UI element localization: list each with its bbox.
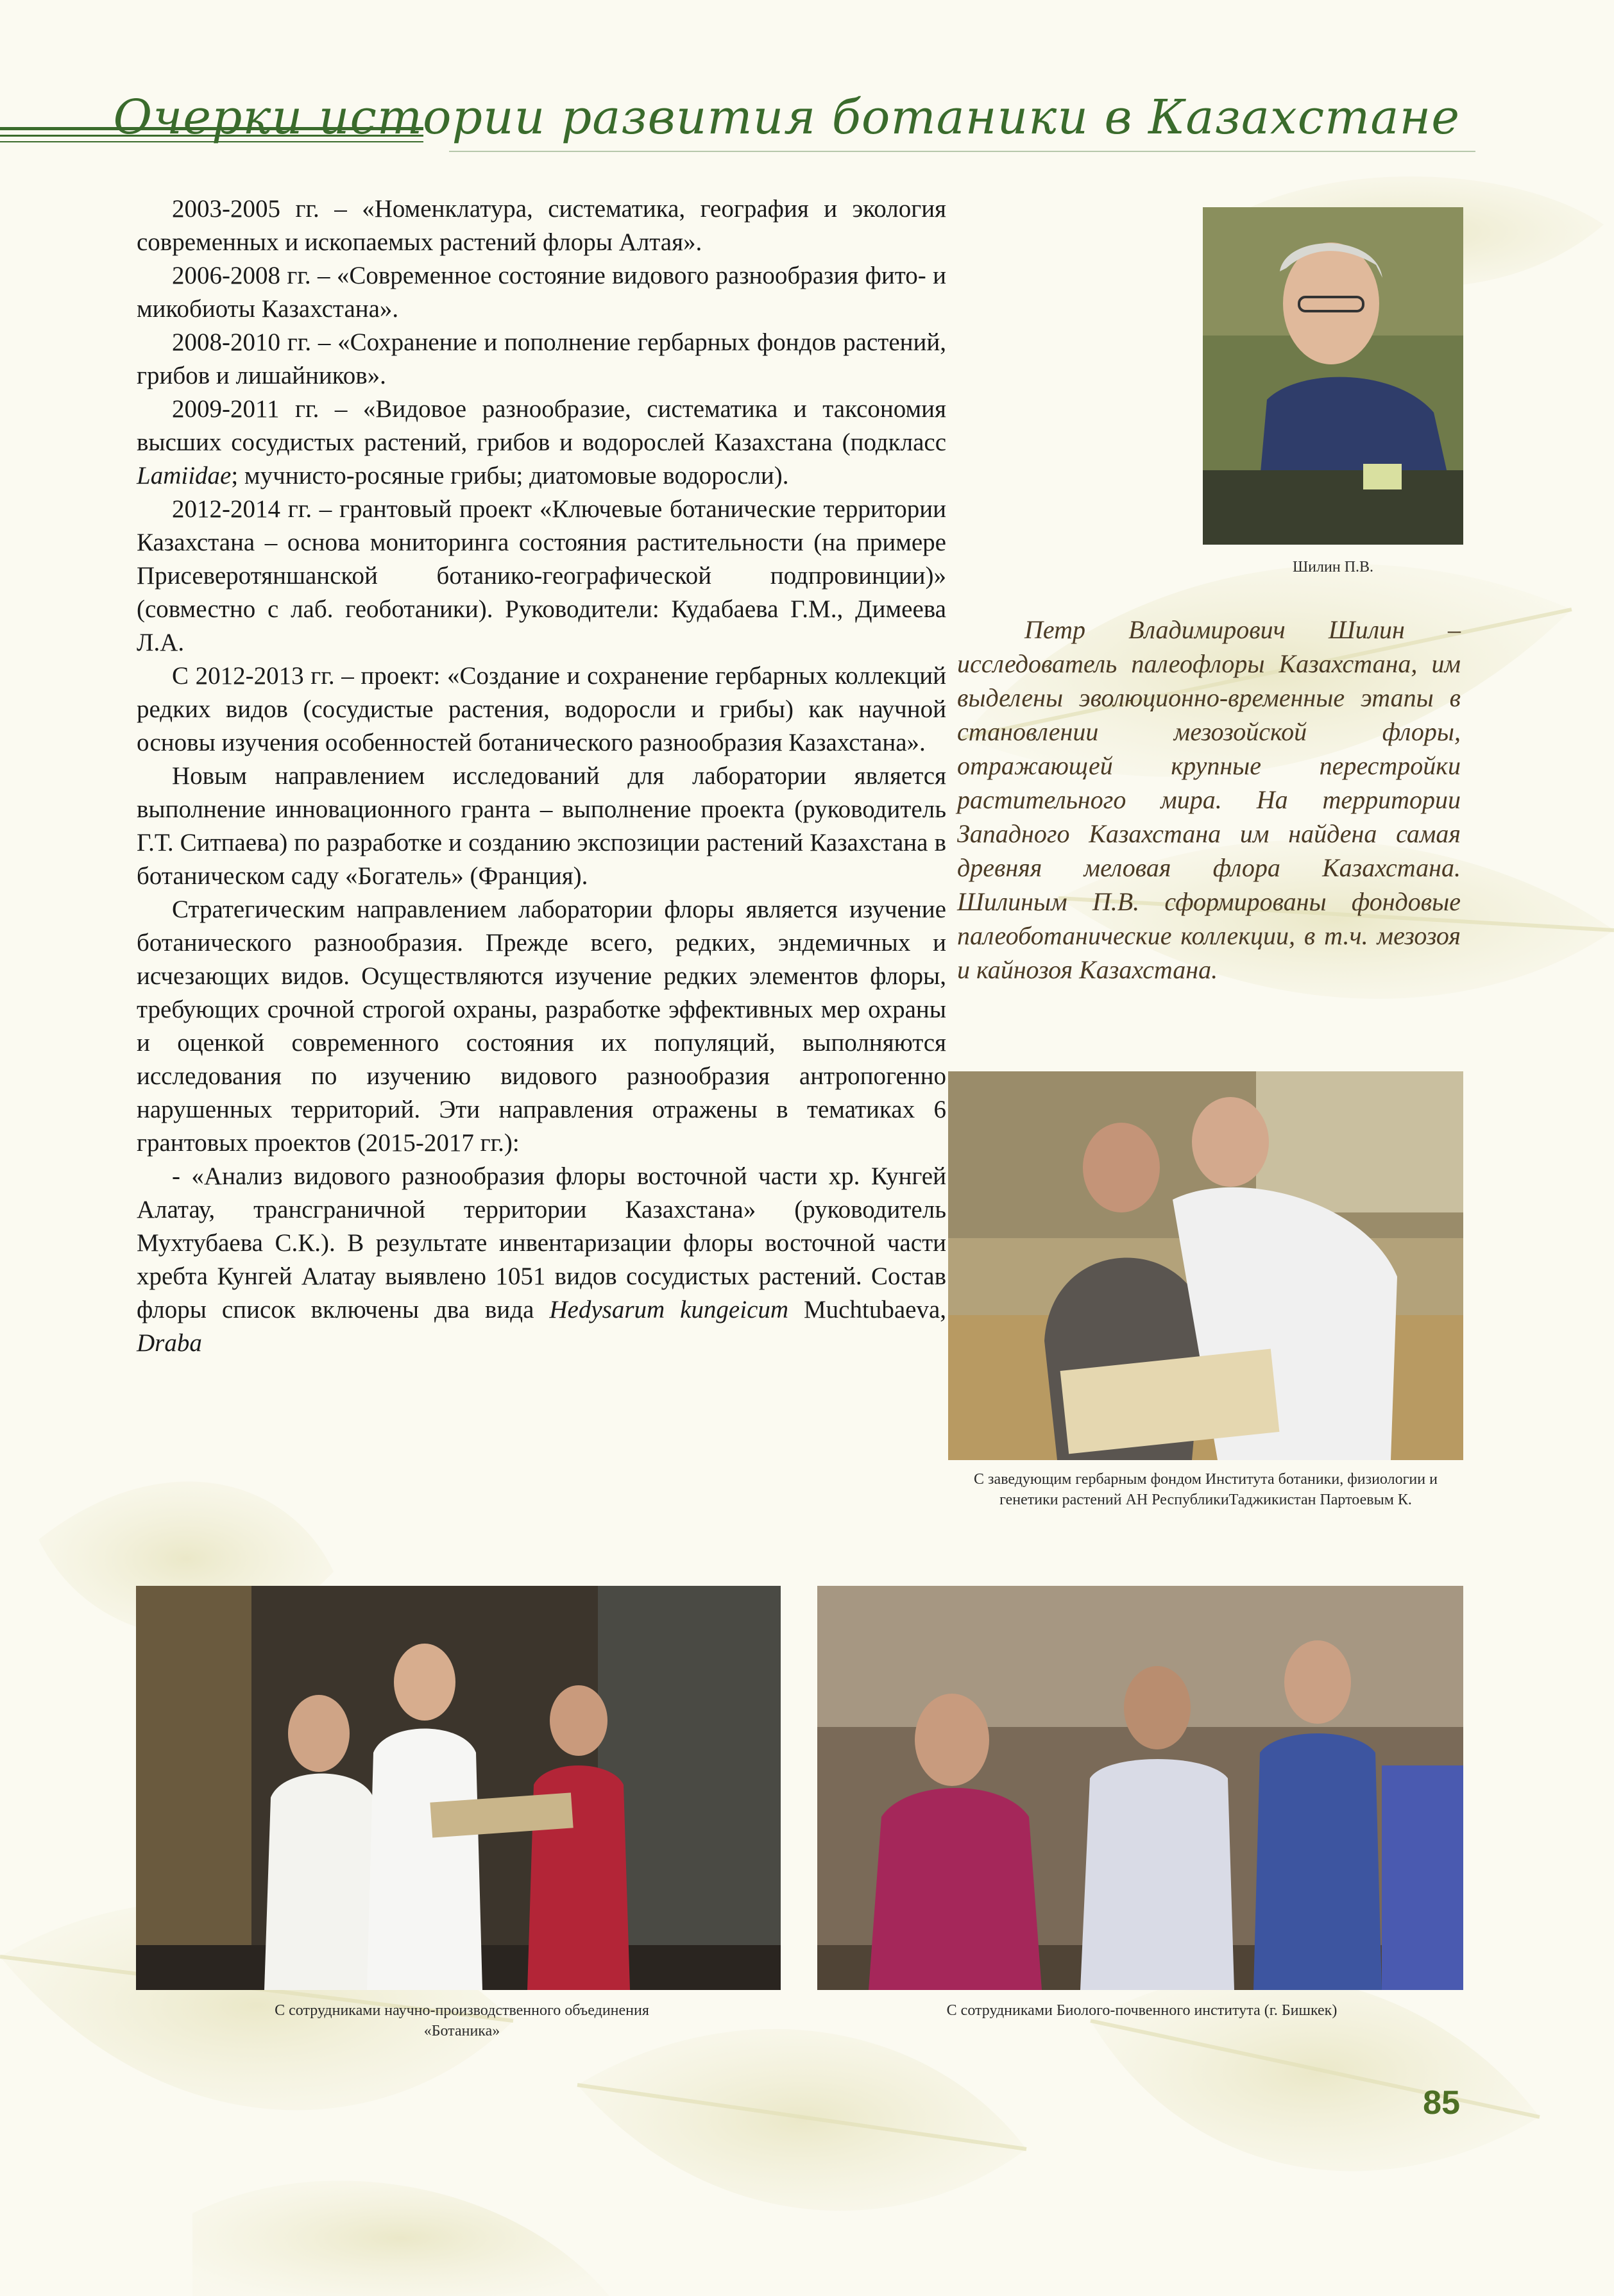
photo-herbarium	[948, 1071, 1463, 1460]
main-text-column	[137, 192, 946, 1360]
caption-herbarium: С заведующим гербарным фондом Института ботаники, физиологии и генетики растений АН РеспубликиТаджикистан Партоевым К.	[974, 1471, 1438, 1508]
caption-shilin: Шилин П.В.	[1292, 559, 1374, 575]
photo-shilin	[1203, 207, 1463, 545]
paragraph	[137, 393, 946, 493]
latin-term: Lamiidae	[137, 462, 232, 489]
paragraph: Новым направлением исследований для лаборатории является выполнение инновационного гранта – выполнение проекта (руководитель Г.Т. Ситпаева) по разработке и созданию экспозиции растений Казахстана в ботаническом саду «Богатель» (Франция).	[137, 762, 946, 890]
paragraph: 2012-2014 гг. – грантовый проект «Ключевые ботанические территории Казахстана – основа мониторинга состояния растительности (на примере Присевеpотяншанской ботанико-географической подпровинции)» (совместно с лаб. геоботаники). Руководители: Кудабаева Г.М., Димеева Л.А.	[137, 495, 946, 656]
paragraph: 2008-2010 гг. – «Сохранение и пополнение гербарных фондов растений, грибов и лишайников».	[137, 328, 946, 389]
paragraph	[137, 1160, 946, 1360]
caption-bishkek: С сотрудниками Биолого-почвенного института (г. Бишкек)	[946, 2002, 1338, 2019]
paragraph-text: ; мучнисто-росяные грибы; диатомовые водоросли).	[231, 462, 789, 489]
paragraph-text: 2009-2011 гг. – «Видовое разнообразие, систематика и таксономия высших сосудистых растений, грибов и водорослей Казахстана (подкласс	[137, 395, 946, 456]
photo-botanika	[136, 1586, 781, 1990]
paragraph: С 2012-2013 гг. – проект: «Создание и сохранение гербарных коллекций редких видов (сосудистые растения, водоросли и грибы) как научной основы изучения особенностей ботанического разнообразия Казахстана».	[137, 662, 946, 756]
quote-shilin: Петр Владимирович Шилин – исследователь палеофлоры Казахстана, им выделены эволюционно-временные этапы в становлении мезозойской флоры, отражающей крупные перестройки растительного мира. На территории Западного Казахстана им найдена самая древняя меловая флора Казахстана. Шилиным П.В. сформированы фондовые палеоботанические коллекции, в т.ч. мезозоя и кайнозоя Казахстана.	[957, 615, 1461, 984]
caption-botanika: С сотрудниками научно-производственного объединения «Ботаника»	[275, 2002, 649, 2039]
paragraph: 2006-2008 гг. – «Современное состояние видового разнообразия фито- и микобиоты Казахстана».	[137, 262, 946, 323]
header-underline	[449, 151, 1475, 155]
paragraph: 2003-2005 гг. – «Номенклатура, систематика, география и экология современных и ископаемых растений флоры Алтая».	[137, 195, 946, 256]
paragraph: Стратегическим направлением лаборатории флоры является изучение ботанического разнообразия. Прежде всего, редких, эндемичных и исчезающих видов. Осуществляются изучение редких элементов флоры, требующих срочной строгой охраны, разработке эффективных мер охраны и оценкой современного состояния их популяций, выполняются исследования по изучению видового разнообразия антропогенно нарушенных территорий. Эти направления отражены в тематиках 6 грантовых проектов (2015-2017 гг.):	[137, 896, 946, 1157]
header-title: Очерки истории развития ботаники в Казахстане	[113, 90, 1460, 145]
paragraph-text: Muchtubaeva,	[804, 1296, 947, 1323]
page-number: 85	[1423, 2084, 1460, 2122]
latin-term: Draba	[137, 1329, 202, 1357]
latin-term: Hedysarum kungeicum	[549, 1296, 789, 1323]
photo-bishkek	[817, 1586, 1463, 1990]
paragraph-text: - «Анализ видового разнообразия флоры восточной части хр. Кунгей Алатау, трансграничной территории Казахстана» (руководитель Мухтубаева С.К.). В результате инвентаризации флоры восточной части хребта Кунгей Алатау выявлено 1051 видов сосудистых растений. Состав флоры список включены два вида	[137, 1162, 946, 1323]
